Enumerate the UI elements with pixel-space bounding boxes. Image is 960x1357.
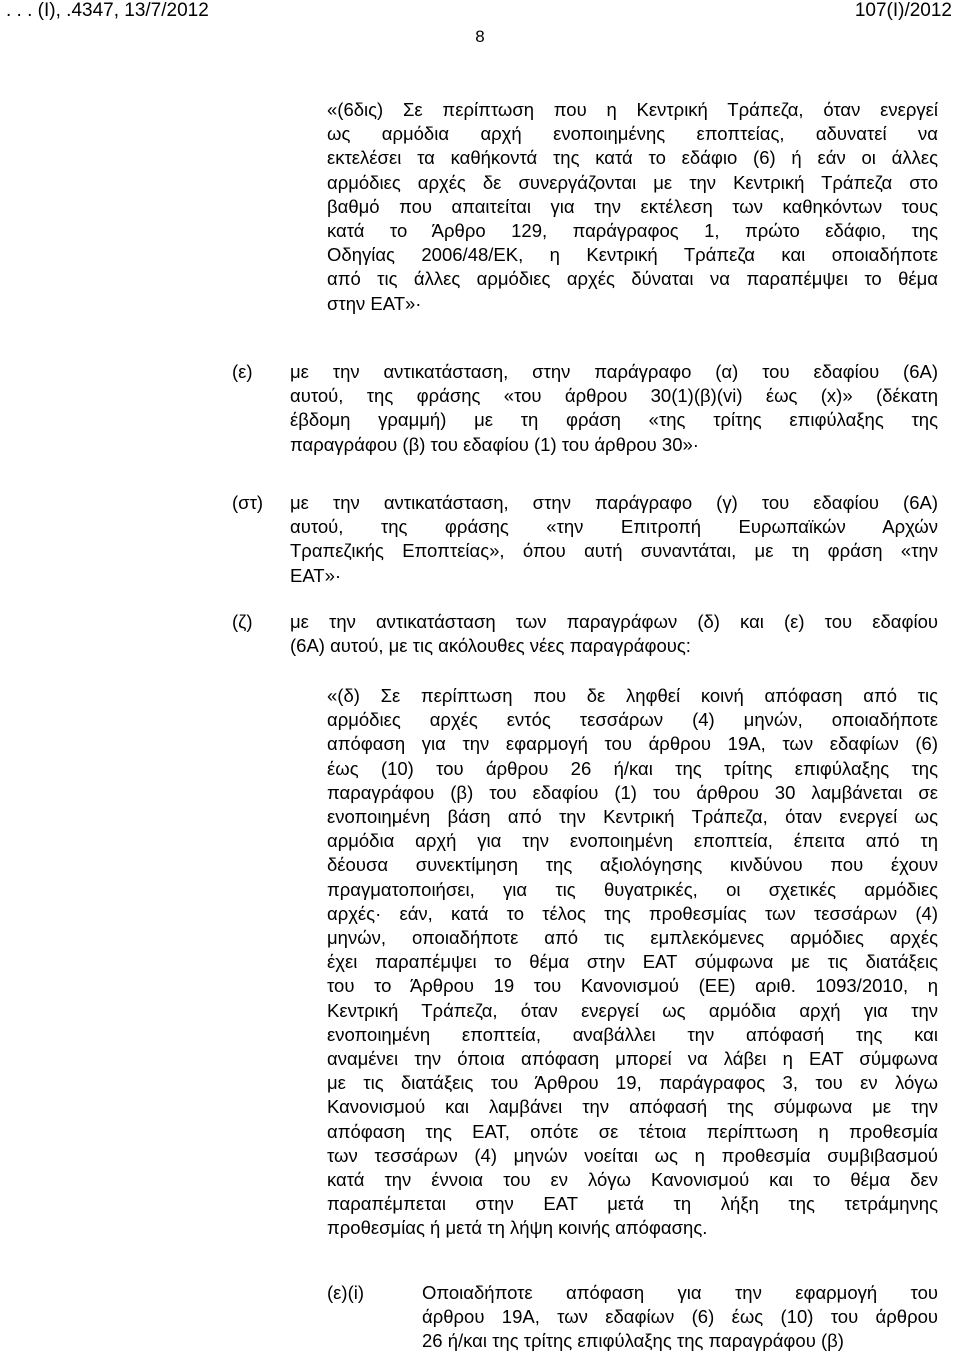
text-line: (6Α) αυτού, με τις ακόλουθες νέες παραγράφους: xyxy=(290,635,691,657)
text-line: κατά το Άρθρο 129, παράγραφος 1, πρώτο εδάφιο, της xyxy=(327,220,938,242)
text-line: ως αρμόδια αρχή ενοποιημένης εποπτείας, αδυνατεί να xyxy=(327,123,938,145)
text-line: «(6δις) Σε περίπτωση που η Κεντρική Τράπεζα, όταν ενεργεί xyxy=(327,99,938,120)
text-line: του το Άρθρου 19 του Κανονισμού (ΕΕ) αριθ. 1093/2010, η xyxy=(327,975,938,997)
text-line: έως (10) του άρθρου 26 ή/και της τρίτης επιφύλαξης της xyxy=(327,757,938,779)
text-line: Οποιαδήποτε απόφαση για την εφαρμογή του xyxy=(422,1282,938,1303)
item-label-ei: (ε)(i) xyxy=(327,1282,364,1303)
text-line: αρμόδιες αρχές εντός τεσσάρων (4) μηνών, οποιαδήποτε xyxy=(327,709,938,731)
text-line: εκτελέσει τα καθήκοντά της κατά το εδάφιο (6) ή εάν οι άλλες xyxy=(327,147,938,169)
text-line: βαθμό που απαιτείται για την εκτέλεση των καθηκόντων τους xyxy=(327,195,938,217)
item-label-e: (ε) xyxy=(232,361,253,382)
text-line: αρχές· εάν, κατά το τέλος της προθεσμίας των τεσσάρων (4) xyxy=(327,902,938,924)
text-line: έβδομη γραμμή) με τη φράση «της τρίτης επιφύλαξης της xyxy=(290,409,938,431)
text-line: ΕΑΤ»· xyxy=(290,564,342,586)
text-line: αρμόδια αρχή για την ενοποιημένη εποπτεία, έπειτα από τη xyxy=(327,830,938,852)
text-line: Τραπεζικής Εποπτείας», όπου αυτή συναντάται, με τη φράση «την xyxy=(290,540,938,562)
header-left: . . . (I), .4347, 13/7/2012 xyxy=(6,0,209,21)
text-line: ενοποιημένη βάση από την Κεντρική Τράπεζα, όταν ενεργεί ως xyxy=(327,806,938,828)
text-line: Κεντρική Τράπεζα, όταν ενεργεί ως αρμόδια αρχή για την xyxy=(327,999,938,1021)
text-line: στην ΕΑΤ»· xyxy=(327,292,422,314)
item-label-z: (ζ) xyxy=(232,611,253,632)
text-line: απόφαση για την εφαρμογή του άρθρου 19Α, των εδαφίων (6) xyxy=(327,733,938,755)
text-line: 26 ή/και της τρίτης επιφύλαξης της παραγράφου (β) xyxy=(422,1330,844,1352)
text-line: μηνών, οποιαδήποτε από τις εμπλεκόμενες αρμόδιες αρχές xyxy=(327,927,938,949)
text-line: με την αντικατάσταση, στην παράγραφο (γ) του εδαφίου (6Α) xyxy=(290,492,938,513)
text-line: έχει παραπέμψει το θέμα στην ΕΑΤ σύμφωνα με τις διατάξεις xyxy=(327,951,938,973)
text-line: αυτού, της φράσης «την Επιτροπή Ευρωπαϊκών Αρχών xyxy=(290,516,938,538)
item-ei-text xyxy=(422,1281,938,1354)
text-line: από τις άλλες αρμόδιες αρχές δύναται να παραπέμψει το θέμα xyxy=(327,268,938,290)
text-line: με τις διατάξεις του Άρθρου 19, παράγραφος 3, του εν λόγω xyxy=(327,1072,938,1094)
text-line: παραγράφου (β) του εδαφίου (1) του άρθρου 30»· xyxy=(290,433,699,455)
text-line: ενοποιημένη εποπτεία, αναβάλλει την απόφασή της και xyxy=(327,1023,938,1045)
text-line: απόφαση της ΕΑΤ, οπότε σε τέτοια περίπτωση η προθεσμία xyxy=(327,1120,938,1142)
text-line: αρμόδιες αρχές δε συνεργάζονται με την Κεντρική Τράπεζα στο xyxy=(327,171,938,193)
text-line: με την αντικατάσταση των παραγράφων (δ) και (ε) του εδαφίου xyxy=(290,611,938,632)
text-line: κατά την έννοια του εν λόγω Κανονισμού και το θέμα δεν xyxy=(327,1169,938,1191)
text-line: των τεσσάρων (4) μηνών νοείται ως η προθεσμία συμβιβασμού xyxy=(327,1144,938,1166)
text-line: αυτού, της φράσης «του άρθρου 30(1)(β)(vi) έως (x)» (δέκατη xyxy=(290,385,938,407)
text-line: δέουσα συνεκτίμηση της αξιολόγησης κινδύνου που έχουν xyxy=(327,854,938,876)
paragraph-6bis xyxy=(327,98,938,316)
text-line: παραπέμπεται στην ΕΑΤ μετά τη λήξη της τετράμηνης xyxy=(327,1193,938,1215)
item-st-text xyxy=(290,491,938,588)
text-line: προθεσμίας ή μετά τη λήψη κοινής απόφασης. xyxy=(327,1217,708,1239)
text-line: με την αντικατάσταση, στην παράγραφο (α) του εδαφίου (6Α) xyxy=(290,361,938,382)
page-number: 8 xyxy=(475,27,485,46)
text-line: παραγράφου (β) του εδαφίου (1) του άρθρου 30 λαμβάνεται σε xyxy=(327,781,938,803)
item-z-text xyxy=(290,610,938,658)
text-line: αναμένει την όποια απόφαση μπορεί να λάβει η ΕΑΤ σύμφωνα xyxy=(327,1048,938,1070)
header-right: 107(I)/2012 xyxy=(854,0,952,21)
text-line: «(δ) Σε περίπτωση που δε ληφθεί κοινή απόφαση από τις xyxy=(327,685,938,706)
item-e-text xyxy=(290,360,938,457)
text-line: άρθρου 19Α, των εδαφίων (6) έως (10) του άρθρου xyxy=(422,1306,938,1328)
text-line: Οδηγίας 2006/48/ΕΚ, η Κεντρική Τράπεζα και οποιαδήποτε xyxy=(327,244,938,266)
text-line: Κανονισμού και λαμβάνει την απόφασή της σύμφωνα με την xyxy=(327,1096,938,1118)
paragraph-d xyxy=(327,684,938,1241)
text-line: πραγματοποιήσει, για τις θυγατρικές, οι σχετικές αρμόδιες xyxy=(327,878,938,900)
item-label-st: (στ) xyxy=(232,492,264,513)
